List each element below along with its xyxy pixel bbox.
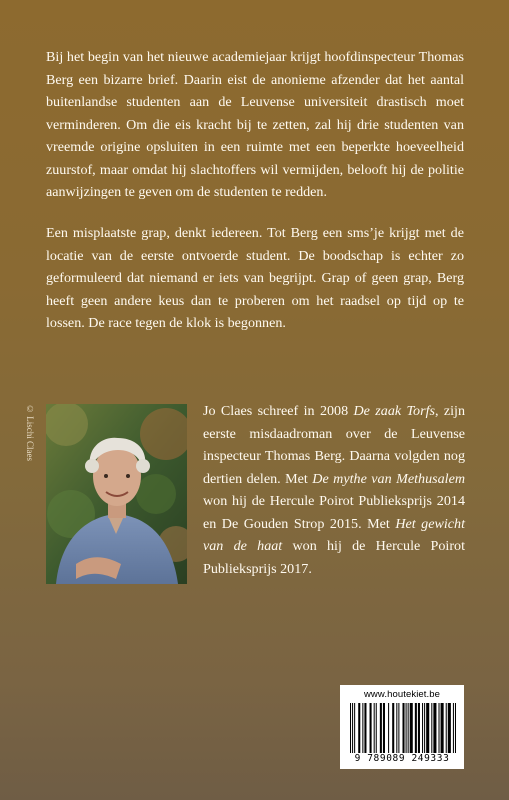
bio-text-4: won hij de Hercule Poirot Publieksprijs 2017. (203, 538, 465, 577)
barcode-bar-31 (455, 703, 456, 753)
blurb-paragraph-2: Een misplaatste grap, denkt iedereen. Tot Berg een sms’je krijgt met de locatie van de eerste ontvoerde student. De boodschap is echter zo geformuleerd dat niemand er iets van begrijpt. Grap of geen grap, Berg heeft geen andere keus dan te proberen om het raadsel op tijd op te lossen. De race tegen de klok is begonnen. (46, 225, 464, 331)
barcode-bar-4 (362, 703, 363, 753)
barcode-bar-16 (406, 703, 407, 753)
barcode-bar-18 (410, 703, 413, 753)
barcode-bar-5 (364, 703, 366, 753)
barcode-bar-8 (376, 703, 377, 753)
barcode-bars (348, 703, 458, 753)
barcode-bar-25 (433, 703, 436, 753)
barcode-bar-30 (453, 703, 454, 753)
barcode-bar-7 (374, 703, 375, 753)
barcode-bar-14 (398, 703, 399, 753)
barcode-bar-17 (408, 703, 409, 753)
barcode-bar-20 (418, 703, 420, 753)
bio-title-2: De mythe van Methusalem (312, 470, 465, 487)
barcode-bar-1 (352, 703, 353, 753)
barcode-bar-28 (446, 703, 447, 753)
barcode-bar-3 (358, 703, 360, 753)
barcode-bar-9 (380, 703, 382, 753)
barcode-bar-15 (402, 703, 404, 753)
blurb-paragraph-1: Bij het begin van het nieuwe academiejaar krijgt hoofdinspecteur Thomas Berg een bizarre brief. Daarin eist de anonieme afzender dat het aantal buitenlandse studenten aan de Leuvense universiteit drastisch moet verminderen. Om die eis kracht bij te zetten, zal hij drie studenten van vreemde origine opsluiten in een ruimte met een beperkte hoeveelheid zuurstof, maar omdat hij slachtoffers wil vermijden, belooft hij de politie aanwijzingen te geven om de studenten te redden. (46, 49, 464, 200)
author-bio (203, 400, 465, 580)
barcode-bar-21 (422, 703, 423, 753)
barcode-bar-0 (350, 703, 351, 753)
barcode-bar-13 (396, 703, 397, 753)
barcode-bar-10 (383, 703, 385, 753)
bio-text-1: Jo Claes schreef in 2008 (203, 403, 354, 419)
isbn-number: 9 789089 249333 (354, 753, 450, 764)
barcode-bar-2 (354, 703, 355, 753)
bio-text-3: won hij de Hercule Poirot Publieksprijs 2014 en De Gouden Strop 2015. Met (203, 493, 465, 532)
photo-credit: © Lischi Claes (25, 404, 35, 461)
barcode-bar-23 (426, 703, 429, 753)
barcode-bar-22 (424, 703, 425, 753)
bio-text-2: , zijn eerste misdaadroman over de Leuvense inspecteur Thomas Berg. Daarna volgden nog dertien delen. Met (203, 403, 466, 487)
barcode-bar-11 (388, 703, 389, 753)
publisher-url: www.houtekiet.be (363, 689, 441, 700)
bio-title-3: Het gewicht van de haat (203, 515, 465, 554)
barcode-box (340, 685, 464, 769)
barcode-bar-6 (370, 703, 372, 753)
bio-title-1: De zaak Torfs (353, 403, 435, 419)
author-photo (46, 404, 187, 584)
barcode-bar-29 (448, 703, 451, 753)
barcode-bar-27 (441, 703, 444, 753)
barcode-bar-24 (431, 703, 432, 753)
barcode-bar-19 (415, 703, 417, 753)
barcode-bar-12 (392, 703, 394, 753)
barcode-bar-26 (439, 703, 440, 753)
